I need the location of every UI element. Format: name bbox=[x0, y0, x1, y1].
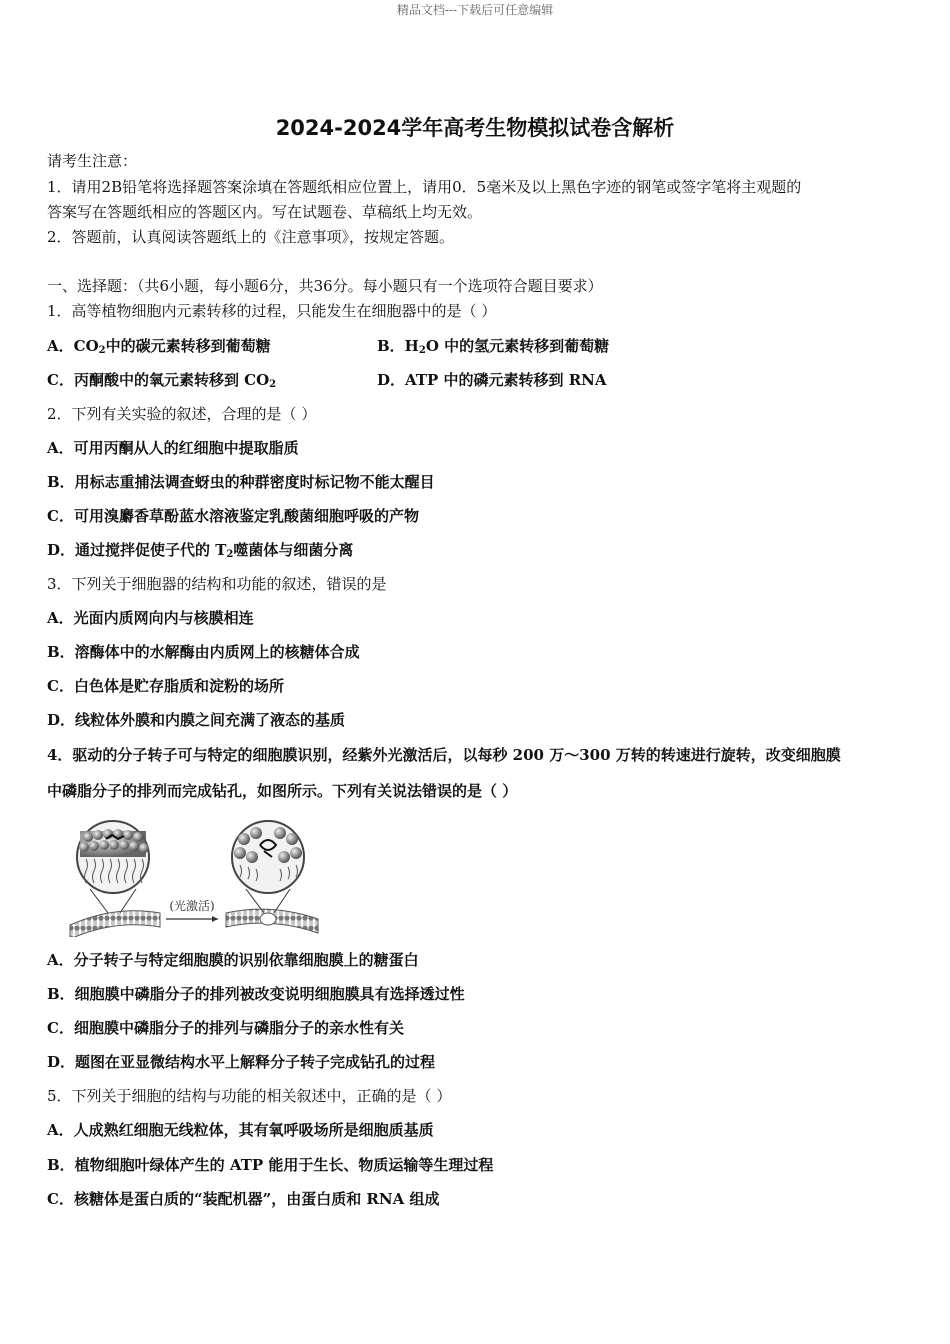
q3-option-d: D．线粒体外膜和内膜之间充满了液态的基质 bbox=[47, 711, 346, 729]
q1-option-b: B．$H_2O$ 中的氢元素转移到葡萄糖 bbox=[377, 337, 610, 356]
notice-item-1-cont: 答案写在答题纸相应的答题区内。写在试题卷、草稿纸上均无效。 bbox=[47, 203, 483, 221]
q4-option-b: B．细胞膜中磷脂分子的排列被改变说明细胞膜具有选择透过性 bbox=[47, 985, 465, 1003]
q5-stem: 5．下列关于细胞的结构与功能的相关叙述中，正确的是（ ） bbox=[47, 1087, 452, 1105]
q3-stem: 3．下列关于细胞器的结构和功能的叙述，错误的是 bbox=[47, 575, 387, 593]
q4-option-c: C．细胞膜中磷脂分子的排列与磷脂分子的亲水性有关 bbox=[47, 1019, 404, 1037]
q2-option-d: D．通过搅拌促使子代的 $T_2$噬菌体与细菌分离 bbox=[47, 541, 354, 560]
q2-option-c: C．可用溴麝香草酚蓝水溶液鉴定乳酸菌细胞呼吸的产物 bbox=[47, 507, 419, 525]
figure-label: (光激活) bbox=[169, 899, 215, 913]
q5-option-a: A．人成熟红细胞无线粒体，其有氧呼吸场所是细胞质基质 bbox=[47, 1121, 434, 1139]
q3-option-a: A．光面内质网向内与核膜相连 bbox=[47, 609, 254, 627]
q1-stem: 1．高等植物细胞内元素转移的过程，只能发生在细胞器中的是（ ） bbox=[47, 302, 497, 320]
q5-option-b: B．植物细胞叶绿体产生的 ATP 能用于生长、物质运输等生理过程 bbox=[47, 1156, 494, 1174]
section-heading: 一、选择题：（共6小题，每小题6分，共36分。每小题只有一个选项符合题目要求） bbox=[47, 277, 603, 295]
notice-item-1: 1．请用2B铅笔将选择题答案涂填在答题纸相应位置上，请用0．5毫米及以上黑色字迹的钢笔或签字笔将主观题的 bbox=[47, 178, 802, 196]
q4-stem-line-2: 中磷脂分子的排列而完成钻孔，如图所示。下列有关说法错误的是（ ） bbox=[47, 782, 518, 800]
q1-option-a: A．$CO_2$中的碳元素转移到葡萄糖 bbox=[47, 337, 271, 356]
page-title: 2024-2024学年高考生物模拟试卷含解析 bbox=[275, 116, 675, 140]
notice-heading: 请考生注意： bbox=[47, 152, 138, 170]
q2-option-b: B．用标志重捕法调查蚜虫的种群密度时标记物不能太醒目 bbox=[47, 473, 435, 491]
q3-option-c: C．白色体是贮存脂质和淀粉的场所 bbox=[47, 677, 284, 695]
q2-stem: 2．下列有关实验的叙述，合理的是（ ） bbox=[47, 405, 317, 423]
membrane-rotor-figure bbox=[68, 815, 320, 937]
watermark: 精品文档---下载后可任意编辑 bbox=[396, 3, 554, 17]
q2-option-a: A．可用丙酮从人的红细胞中提取脂质 bbox=[47, 439, 299, 457]
q1-option-c: C．丙酮酸中的氧元素转移到 $CO_2$ bbox=[47, 371, 277, 390]
q5-option-c: C．核糖体是蛋白质的“装配机器”，由蛋白质和 RNA 组成 bbox=[47, 1190, 440, 1208]
notice-item-2: 2．答题前，认真阅读答题纸上的《注意事项》，按规定答题。 bbox=[47, 228, 455, 246]
q4-stem-line-1: 4．驱动的分子转子可与特定的细胞膜识别，经紫外光激活后，以每秒 200 万～300 万转的转速进行旋转，改变细胞膜 bbox=[47, 746, 841, 764]
q4-option-d: D．题图在亚显微结构水平上解释分子转子完成钻孔的过程 bbox=[47, 1053, 436, 1071]
q3-option-b: B．溶酶体中的水解酶由内质网上的核糖体合成 bbox=[47, 643, 360, 661]
q4-option-a: A．分子转子与特定细胞膜的识别依靠细胞膜上的糖蛋白 bbox=[47, 951, 419, 969]
q1-option-d: D．ATP 中的磷元素转移到 RNA bbox=[377, 371, 607, 389]
